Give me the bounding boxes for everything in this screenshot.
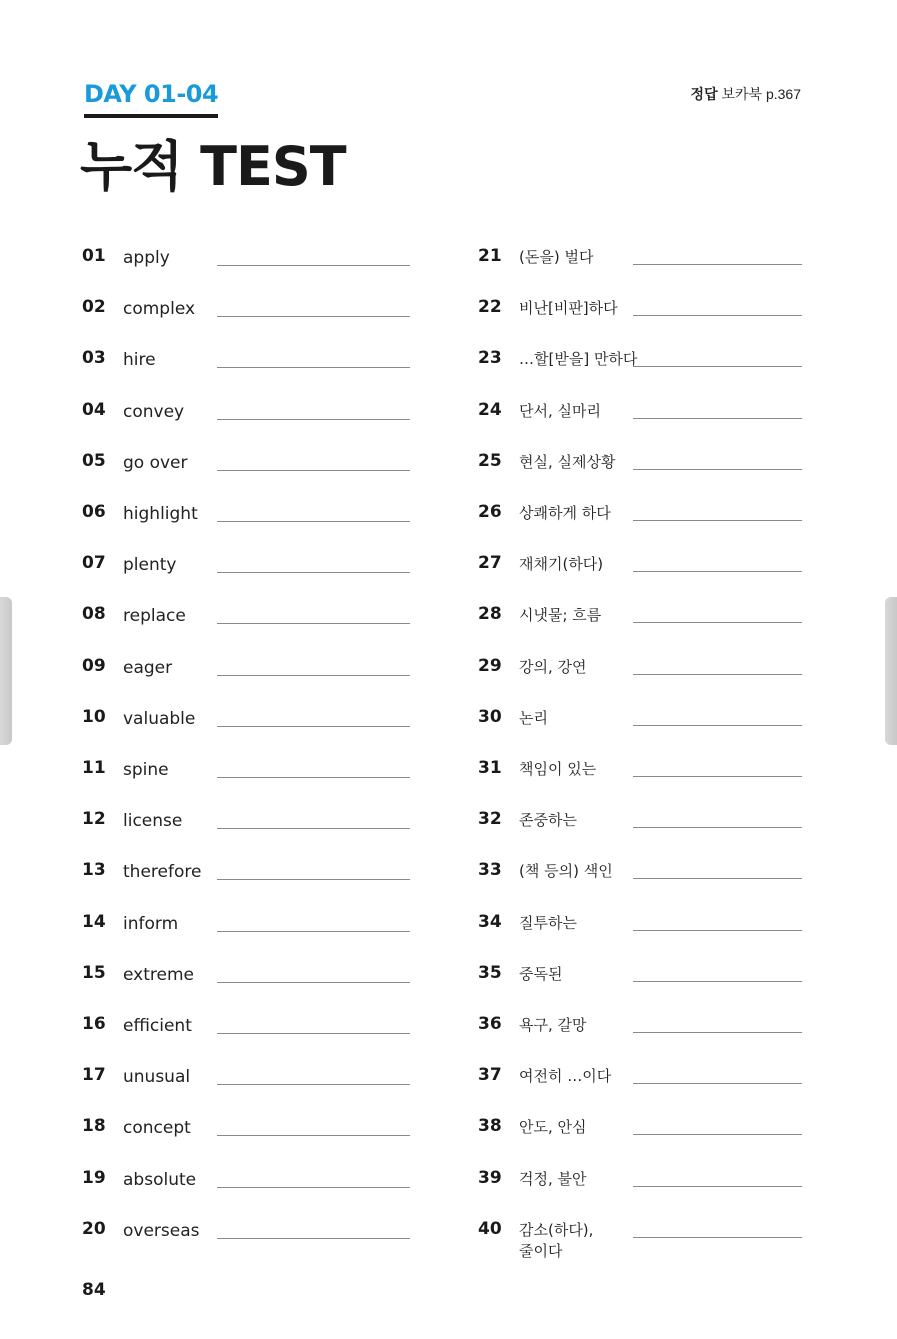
question-number: 29 — [478, 655, 502, 676]
question-word: 중독된 — [519, 964, 563, 983]
question-word: 욕구, 갈망 — [519, 1016, 587, 1034]
question-word: overseas — [123, 1220, 200, 1241]
question-word: license — [123, 811, 183, 832]
question-number: 14 — [82, 911, 106, 932]
answer-blank-line[interactable] — [633, 520, 802, 521]
question-item — [478, 705, 804, 735]
question-number: 13 — [82, 860, 106, 881]
question-item — [82, 705, 412, 735]
question-item — [478, 500, 804, 530]
question-item — [82, 961, 412, 991]
question-number: 22 — [478, 297, 502, 318]
question-number: 01 — [82, 246, 106, 266]
question-word: absolute — [123, 1169, 197, 1190]
answer-blank-line[interactable] — [217, 777, 410, 778]
question-item — [478, 1063, 804, 1093]
answer-blank-line[interactable] — [633, 366, 802, 367]
answer-blank-line[interactable] — [633, 1083, 802, 1084]
answer-blank-line[interactable] — [633, 1237, 802, 1238]
question-number: 39 — [478, 1167, 502, 1188]
answer-blank-line[interactable] — [217, 1084, 410, 1085]
question-number: 38 — [478, 1116, 502, 1137]
question-number: 12 — [82, 809, 106, 830]
answer-blank-line[interactable] — [217, 316, 410, 317]
question-number: 19 — [82, 1167, 106, 1188]
question-number: 32 — [478, 809, 502, 830]
question-number: 37 — [478, 1065, 502, 1086]
answer-blank-line[interactable] — [633, 930, 802, 931]
question-item — [82, 654, 412, 684]
question-number: 33 — [478, 860, 502, 881]
answer-blank-line[interactable] — [217, 1033, 410, 1034]
answer-blank-line[interactable] — [633, 776, 802, 777]
question-word: eager — [123, 657, 173, 678]
question-word: therefore — [123, 862, 202, 883]
question-number: 21 — [478, 246, 502, 266]
question-item — [478, 551, 804, 581]
question-word: valuable — [123, 708, 196, 729]
answer-blank-line[interactable] — [633, 674, 802, 675]
answer-blank-line[interactable] — [217, 982, 410, 983]
question-number: 34 — [478, 911, 502, 932]
question-number: 40 — [478, 1218, 502, 1239]
question-word: …할[받을] 만하다 — [519, 350, 638, 369]
question-word: go over — [123, 452, 188, 473]
answer-blank-line[interactable] — [633, 315, 802, 316]
answer-blank-line[interactable] — [633, 725, 802, 726]
question-item — [82, 910, 412, 940]
answer-blank-line[interactable] — [633, 878, 802, 879]
answer-blank-line[interactable] — [633, 981, 802, 982]
question-word: 비난[비판]하다 — [519, 299, 618, 318]
answer-blank-line[interactable] — [217, 470, 410, 471]
day-label: DAY 01-04 — [84, 80, 219, 108]
question-word: 논리 — [519, 708, 548, 727]
answer-blank-line[interactable] — [217, 828, 410, 829]
question-number: 17 — [82, 1065, 106, 1086]
question-word: complex — [123, 299, 196, 320]
question-item — [478, 1166, 804, 1196]
answer-blank-line[interactable] — [633, 1186, 802, 1187]
answer-blank-line[interactable] — [217, 623, 410, 624]
question-item — [478, 807, 804, 837]
question-number: 27 — [478, 553, 502, 574]
answer-blank-line[interactable] — [633, 418, 802, 419]
question-word: 단서, 실마리 — [519, 401, 601, 420]
question-item — [82, 398, 412, 428]
question-number: 36 — [478, 1014, 502, 1034]
question-item — [82, 858, 412, 888]
question-word: plenty — [123, 555, 177, 576]
question-item — [82, 1012, 412, 1042]
answer-blank-line[interactable] — [217, 1238, 410, 1239]
answer-blank-line[interactable] — [633, 571, 802, 572]
question-item — [478, 449, 804, 479]
answer-blank-line[interactable] — [217, 521, 410, 522]
question-number: 11 — [82, 758, 106, 778]
answer-blank-line[interactable] — [217, 879, 410, 880]
question-item — [478, 602, 804, 632]
question-word: (돈을) 벌다 — [519, 248, 594, 266]
answer-blank-line[interactable] — [633, 827, 802, 828]
question-number: 31 — [478, 758, 502, 778]
question-word: 시냇물; 흐름 — [519, 606, 602, 625]
question-number: 03 — [82, 348, 106, 369]
right-page-tab — [885, 597, 897, 745]
question-item — [82, 1217, 412, 1247]
answer-blank-line[interactable] — [217, 1135, 410, 1136]
question-word: concept — [123, 1118, 191, 1139]
question-word: 재채기(하다) — [519, 555, 604, 574]
question-word: 존중하는 — [519, 811, 577, 830]
question-number: 05 — [82, 450, 106, 471]
left-page-tab — [0, 597, 12, 745]
question-number: 30 — [478, 706, 502, 727]
question-number: 28 — [478, 604, 502, 625]
question-word: highlight — [123, 504, 198, 524]
question-word: 상쾌하게 하다 — [519, 504, 611, 522]
question-item — [82, 346, 412, 376]
question-item — [478, 1012, 804, 1042]
question-number: 10 — [82, 706, 106, 727]
question-number: 04 — [82, 399, 106, 420]
question-number: 16 — [82, 1014, 106, 1034]
question-word: 여전히 …이다 — [519, 1067, 612, 1086]
question-number: 20 — [82, 1218, 106, 1239]
question-item — [82, 807, 412, 837]
question-item — [478, 346, 804, 376]
answer-blank-line[interactable] — [633, 264, 802, 265]
question-number: 18 — [82, 1116, 106, 1137]
question-number: 06 — [82, 502, 106, 522]
question-item — [478, 756, 804, 786]
answer-blank-line[interactable] — [217, 419, 410, 420]
answer-blank-line[interactable] — [633, 1032, 802, 1033]
answer-reference — [691, 84, 801, 104]
question-item — [82, 1166, 412, 1196]
answer-reference-label: 정답 — [690, 86, 718, 102]
question-word: efficient — [123, 1016, 192, 1036]
question-word: extreme — [123, 964, 194, 985]
question-item — [82, 1063, 412, 1093]
question-item — [478, 244, 804, 274]
question-number: 23 — [478, 348, 502, 369]
question-number: 08 — [82, 604, 106, 625]
question-item — [82, 500, 412, 530]
answer-blank-line[interactable] — [633, 622, 802, 623]
question-item — [478, 1114, 804, 1144]
question-number: 07 — [82, 553, 106, 574]
question-number: 35 — [478, 962, 502, 983]
question-word: 책임이 있는 — [519, 760, 597, 778]
question-word: (책 등의) 색인 — [519, 862, 613, 881]
question-item — [82, 244, 412, 274]
answer-blank-line[interactable] — [217, 675, 410, 676]
question-word: 안도, 안심 — [519, 1118, 587, 1137]
question-item — [478, 1217, 804, 1260]
question-number: 02 — [82, 297, 106, 318]
question-item — [82, 602, 412, 632]
question-word: 질투하는 — [519, 913, 577, 932]
question-word: inform — [123, 913, 179, 934]
answer-blank-line[interactable] — [217, 1187, 410, 1188]
page-number: 84 — [82, 1280, 106, 1300]
question-item — [82, 449, 412, 479]
question-item — [478, 654, 804, 684]
question-word: replace — [123, 606, 186, 627]
question-item — [478, 961, 804, 991]
question-number: 15 — [82, 962, 106, 983]
answer-blank-line[interactable] — [633, 469, 802, 470]
question-number: 26 — [478, 502, 502, 522]
question-word: 강의, 강연 — [519, 657, 587, 676]
question-item — [478, 910, 804, 940]
question-word: 감소(하다), 줄이다 — [519, 1220, 594, 1260]
question-item — [82, 756, 412, 786]
answer-blank-line[interactable] — [217, 726, 410, 727]
question-word: spine — [123, 760, 169, 780]
question-number: 24 — [478, 399, 502, 420]
question-item — [82, 551, 412, 581]
answer-reference-page: 보카북 p.367 — [717, 86, 801, 102]
answer-blank-line[interactable] — [217, 367, 410, 368]
question-item — [82, 295, 412, 325]
answer-blank-line[interactable] — [217, 265, 410, 266]
day-label-underline — [84, 114, 218, 118]
question-item — [478, 398, 804, 428]
question-word: convey — [123, 401, 185, 422]
answer-blank-line[interactable] — [633, 1134, 802, 1135]
question-word: 걱정, 불안 — [519, 1169, 587, 1188]
question-number: 25 — [478, 450, 502, 471]
question-word: apply — [123, 248, 170, 268]
question-number: 09 — [82, 655, 106, 676]
question-word: hire — [123, 350, 156, 371]
answer-blank-line[interactable] — [217, 931, 410, 932]
question-item — [478, 858, 804, 888]
answer-blank-line[interactable] — [217, 572, 410, 573]
question-word: unusual — [123, 1067, 191, 1088]
question-word: 현실, 실제상황 — [519, 452, 616, 471]
question-item — [478, 295, 804, 325]
page-title: 누적 TEST — [80, 135, 346, 198]
question-item — [82, 1114, 412, 1144]
